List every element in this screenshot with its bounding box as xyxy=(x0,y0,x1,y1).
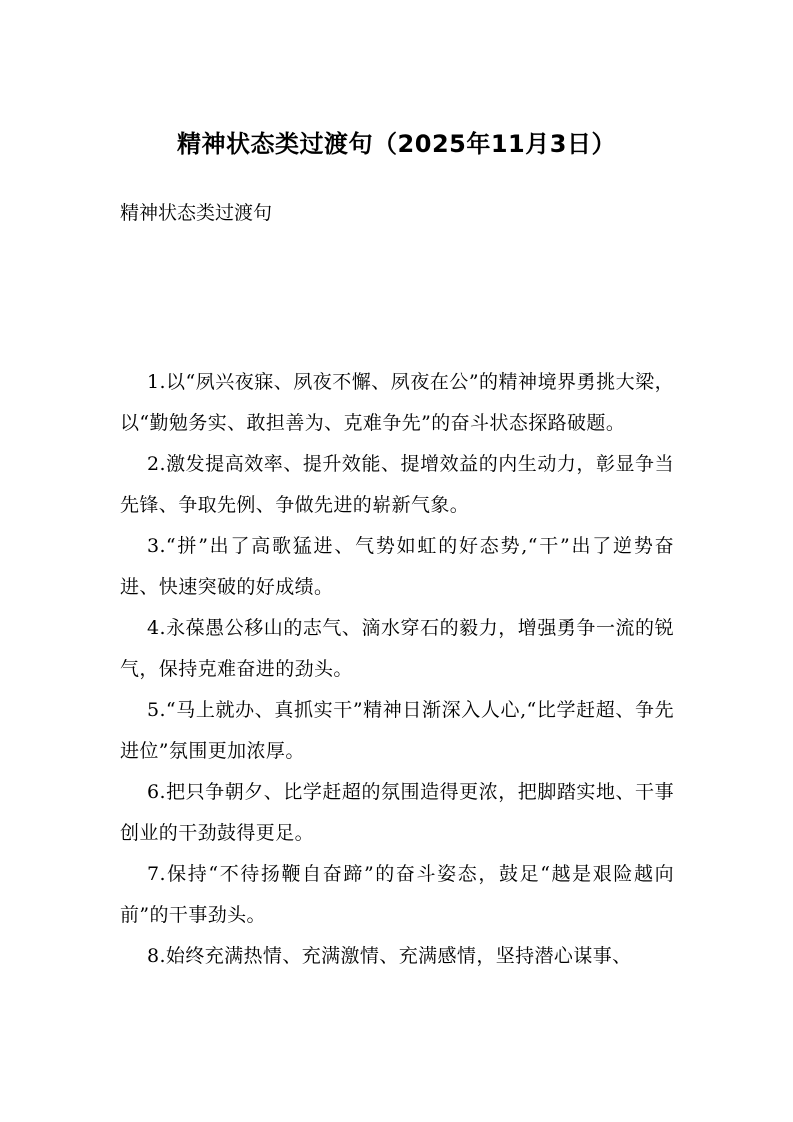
paragraph-3: 3.“拼”出了高歌猛进、气势如虹的好态势,“干”出了逆势奋进、快速突破的好成绩。 xyxy=(120,535,674,598)
paragraph-4: 4.永葆愚公移山的志气、滴水穿石的毅力，增强勇争一流的锐气，保持克难奋进的劲头。 xyxy=(120,617,674,680)
paragraph-5: 5.“马上就办、真抓实干”精神日渐深入人心,“比学赶超、争先进位”氛围更加浓厚。 xyxy=(120,699,674,762)
paragraph-1: 1.以“夙兴夜寐、夙夜不懈、夙夜在公”的精神境界勇挑大梁，以“勤勉务实、敢担善为、克难争先”的奋斗状态探路破题。 xyxy=(120,371,674,434)
document-subtitle: 精神状态类过渡句 xyxy=(120,202,273,224)
paragraph-7: 7.保持“不待扬鞭自奋蹄”的奋斗姿态，鼓足“越是艰险越向前”的干事劲头。 xyxy=(120,863,674,926)
document-title: 精神状态类过渡句（2025年11月3日） xyxy=(177,130,616,158)
paragraph-8: 8.始终充满热情、充满激情、充满感情，坚持潜心谋事、 xyxy=(147,945,632,967)
document-body xyxy=(120,362,674,977)
paragraph-2: 2.激发提高效率、提升效能、提增效益的内生动力，彰显争当先锋、争取先例、争做先进的崭新气象。 xyxy=(120,453,674,516)
paragraph-6: 6.把只争朝夕、比学赶超的氛围造得更浓，把脚踏实地、干事创业的干劲鼓得更足。 xyxy=(120,781,674,844)
